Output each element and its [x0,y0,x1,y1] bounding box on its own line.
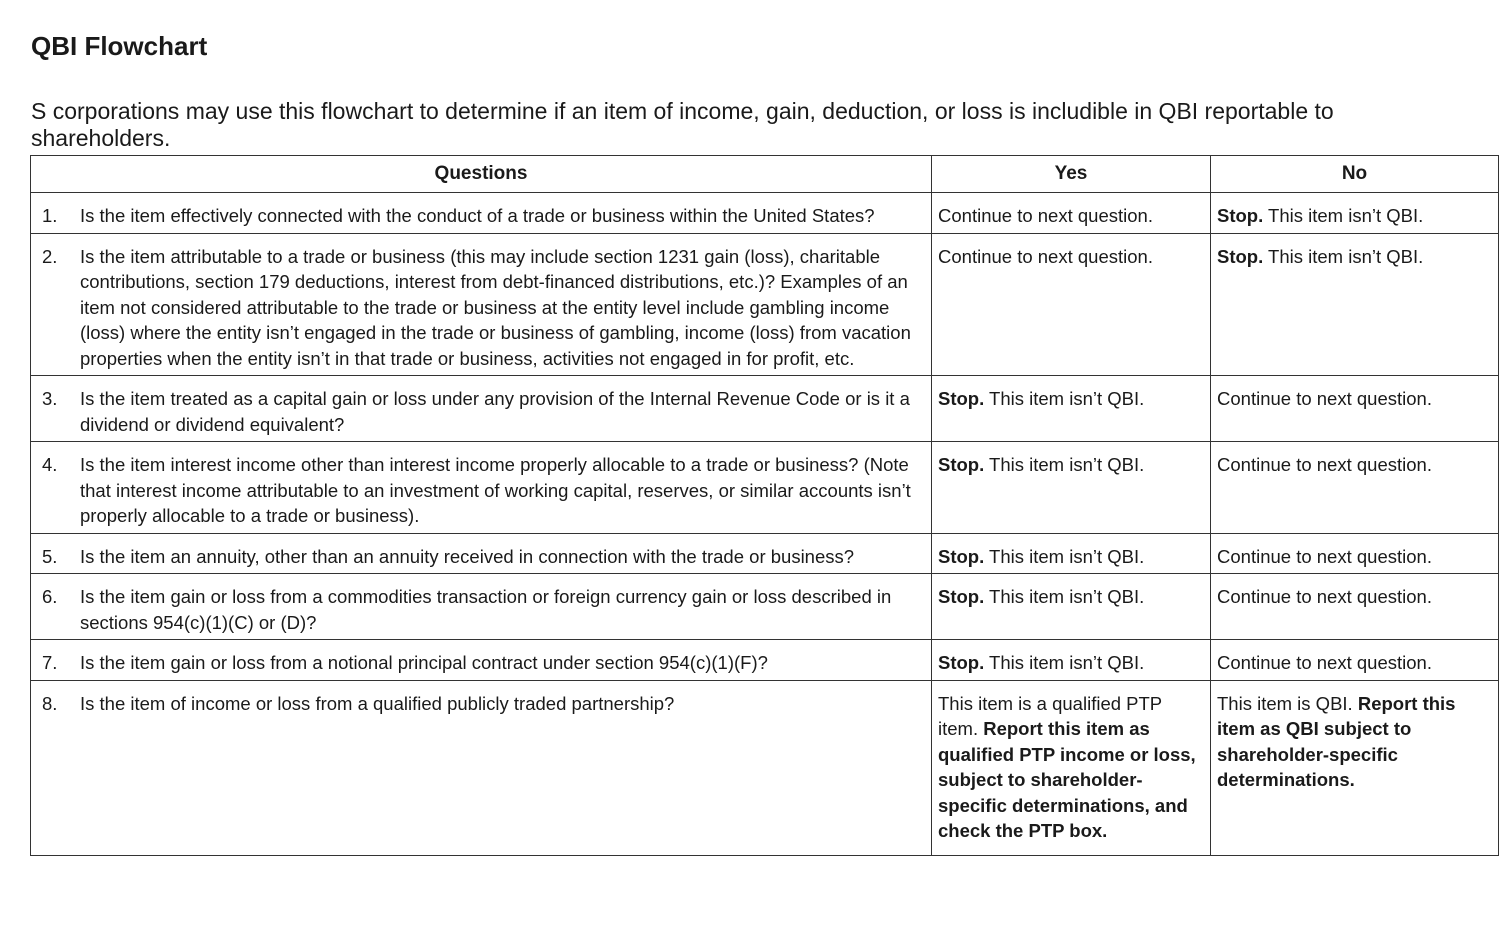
question-text: Is the item an annuity, other than an annuity received in connection with the trade or business? [80,545,855,567]
question-number: 2. [42,245,58,267]
yes-bold: Stop. [938,545,985,567]
no-text: Continue to next question. [1217,454,1432,475]
yes-bold: Stop. [938,388,985,409]
no-text: Continue to next question. [1217,388,1432,409]
yes-cell [932,574,1211,640]
yes-cell [932,193,1211,234]
question-cell [31,442,932,534]
table-row [31,640,1499,681]
table-row [31,233,1499,376]
question-text: Is the item of income or loss from a qualified publicly traded partnership? [80,692,675,714]
question-cell [31,680,932,855]
question-number: 5. [42,545,58,567]
no-cell [1211,193,1499,234]
no-bold: Report this item as QBI subject to shareholder-specific determinations. [1217,692,1456,790]
yes-text: This item isn’t QBI. [984,388,1145,409]
question-number: 7. [42,652,58,673]
yes-bold: Report this item as qualified PTP income or loss, subject to shareholder-specific determinations, and check the PTP box. [938,718,1196,841]
yes-cell [932,442,1211,534]
yes-text: This item is a qualified PTP item. [938,692,1162,739]
yes-text: This item isn’t QBI. [984,545,1145,567]
yes-bold: Stop. [938,454,985,475]
yes-text: Continue to next question. [938,245,1153,267]
yes-text: This item isn’t QBI. [984,454,1145,475]
question-number: 8. [42,692,58,714]
page-title: QBI Flowchart [31,31,208,61]
question-number: 1. [42,205,58,226]
no-text: Continue to next question. [1217,586,1432,607]
table-row [31,193,1499,234]
yes-cell [932,680,1211,855]
table-row [31,574,1499,640]
no-cell [1211,574,1499,640]
yes-text: Continue to next question. [938,205,1153,226]
no-cell [1211,533,1499,574]
question-cell [31,233,932,376]
no-text: Continue to next question. [1217,652,1432,673]
question-text: Is the item interest income other than interest income properly allocable to a trade or business? (Note that interest income attributable to an investment of working capital, reserves, or similar accounts isn’t properly allocable to a trade or business). [80,454,911,526]
question-cell [31,640,932,681]
yes-text: This item isn’t QBI. [984,652,1145,673]
question-number: 4. [42,454,58,475]
question-cell [31,376,932,442]
question-text: Is the item treated as a capital gain or loss under any provision of the Internal Revenue Code or is it a dividend or dividend equivalent? [80,388,910,435]
question-text: Is the item attributable to a trade or business (this may include section 1231 gain (loss), charitable contributions, section 179 deductions, interest from debt-financed distributions, etc.)? Examples of an item not considered attributable to the trade or business at the entity level include gambling income (loss) where the entity isn’t engaged in the trade or business of gambling, income (loss) from vacation properties when the entity isn’t in that trade or business, activities not engaged in for profit, etc. [80,245,911,369]
questions-header: Questions [31,156,932,193]
yes-cell [932,640,1211,681]
yes-cell [932,533,1211,574]
no-cell [1211,442,1499,534]
table-row [31,680,1499,855]
qbi-flowchart-table [30,155,1499,856]
table-row [31,376,1499,442]
question-text: Is the item effectively connected with the conduct of a trade or business within the United States? [80,205,875,226]
question-number: 6. [42,586,58,607]
no-bold: Stop. [1217,245,1264,267]
table-header-row [31,156,1499,193]
no-header: No [1211,156,1499,193]
question-text: Is the item gain or loss from a notional principal contract under section 954(c)(1)(F)? [80,652,768,673]
no-cell [1211,233,1499,376]
yes-bold: Stop. [938,586,985,607]
question-text: Is the item gain or loss from a commodities transaction or foreign currency gain or loss described in sections 954(c)(1)(C) or (D)? [80,586,892,633]
no-text: This item isn’t QBI. [1263,205,1424,226]
yes-bold: Stop. [938,652,985,673]
no-bold: Stop. [1217,205,1264,226]
yes-header: Yes [932,156,1211,193]
intro-paragraph: S corporations may use this flowchart to determine if an item of income, gain, deduction, or loss is includible in QBI reportable to shareholders. [31,98,1334,151]
yes-text: This item isn’t QBI. [984,586,1145,607]
question-number: 3. [42,388,58,409]
question-cell [31,574,932,640]
no-text: This item isn’t QBI. [1263,245,1424,267]
table-row [31,533,1499,574]
no-cell [1211,376,1499,442]
no-text: This item is QBI. [1217,692,1358,714]
question-cell [31,193,932,234]
table-row [31,442,1499,534]
no-cell [1211,680,1499,855]
yes-cell [932,376,1211,442]
question-cell [31,533,932,574]
no-cell [1211,640,1499,681]
yes-cell [932,233,1211,376]
no-text: Continue to next question. [1217,545,1432,567]
